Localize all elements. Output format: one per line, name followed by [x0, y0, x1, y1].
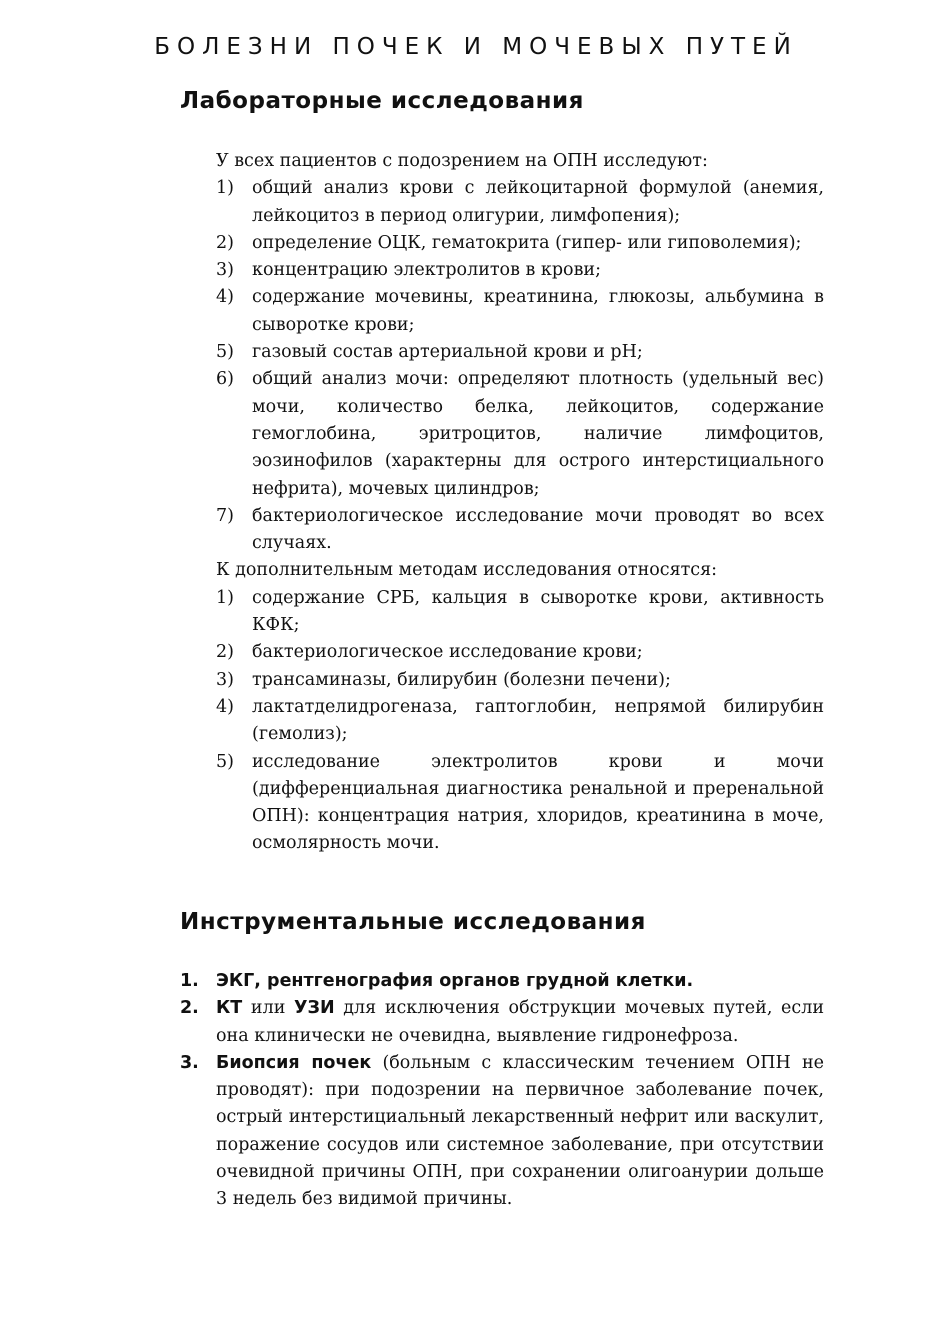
list-item	[216, 284, 824, 339]
list-item-text: газовый состав артериальной крови и pH;	[252, 342, 643, 363]
list-item-text: определение ОЦК, гематокрита (гипер- или гиповолемия);	[252, 232, 802, 253]
list-item-bold-text: ЭКГ, рентгенография органов грудной клетки.	[216, 971, 694, 991]
list-item	[216, 639, 824, 666]
list-item-number: 5)	[216, 751, 234, 772]
list-item	[216, 257, 824, 284]
list-item-text: для исключения обструкции мочевых путей, если она клинически не очевидна, выявление гидронефроза.	[216, 998, 824, 1046]
list-item-text: исследование электролитов крови и мочи (дифференциальная диагностика ренальной и преренальной ОПН): концентрация натрия, хлоридов, креатинина в моче, осмолярность мочи.	[252, 751, 824, 854]
additional-methods-list	[216, 585, 824, 858]
list-item-connector: или	[242, 998, 295, 1019]
list-item-number: 1.	[180, 971, 199, 991]
list-item-number: 1)	[216, 587, 234, 608]
list-item	[216, 230, 824, 257]
list-item-bold-text: КТ	[216, 998, 243, 1019]
list-item-number: 4)	[216, 287, 234, 308]
list-item	[180, 1050, 824, 1214]
laboratory-list	[216, 175, 824, 557]
list-item	[216, 667, 824, 694]
list-item-text: содержание СРБ, кальция в сыворотке крови, активность КФК;	[252, 587, 824, 636]
list-item-number: 2)	[216, 232, 234, 253]
list-item-bold-text: УЗИ	[294, 998, 335, 1019]
list-item-text: содержание мочевины, креатинина, глюкозы, альбумина в сыворотке крови;	[252, 287, 824, 335]
list-item-text: общий анализ мочи: определяют плотность (удельный вес) мочи, количество белка, лейкоцитов, содержание гемоглобина, эритроцитов, наличие лимфоцитов, эозинофилов (характерны для острого интерстициального нефрита), мочевых цилиндров;	[252, 369, 824, 499]
list-item-number: 3.	[180, 1052, 199, 1073]
list-item-number: 3)	[216, 669, 234, 690]
list-item-text: трансаминазы, билирубин (болезни печени);	[252, 669, 671, 690]
list-item-text: концентрацию электролитов в крови;	[252, 260, 601, 281]
list-item	[180, 995, 824, 1050]
additional-methods-intro: К дополнительным методам исследования относятся:	[216, 560, 718, 581]
section-heading-laboratory: Лабораторные исследования	[180, 88, 584, 114]
instrumental-list	[180, 968, 824, 1214]
laboratory-section	[216, 148, 824, 858]
list-item	[216, 366, 824, 502]
list-item-text: бактериологическое исследование мочи проводят во всех случаях.	[252, 505, 824, 554]
list-item-number: 4)	[216, 696, 234, 717]
list-item-number: 7)	[216, 505, 234, 526]
list-item	[216, 503, 824, 558]
instrumental-section	[180, 968, 824, 1214]
list-item	[180, 968, 824, 995]
list-item-text: бактериологическое исследование крови;	[252, 642, 643, 663]
list-item-number: 5)	[216, 342, 234, 363]
list-item-number: 2.	[180, 998, 199, 1019]
list-item-text: общий анализ крови с лейкоцитарной формулой (анемия, лейкоцитоз в период олигурии, лимфопения);	[252, 178, 824, 226]
list-item	[216, 749, 824, 858]
laboratory-intro: У всех пациентов с подозрением на ОПН исследуют:	[216, 151, 708, 171]
list-item-number: 1)	[216, 178, 234, 199]
list-item	[216, 694, 824, 749]
list-item-number: 2)	[216, 642, 234, 663]
list-item-text: лактатделидрогеназа, гаптоглобин, непрямой билирубин (гемолиз);	[252, 696, 824, 745]
list-item-number: 6)	[216, 369, 234, 390]
list-item	[216, 585, 824, 640]
running-head: БОЛЕЗНИ ПОЧЕК И МОЧЕВЫХ ПУТЕЙ	[154, 34, 798, 60]
list-item	[216, 339, 824, 366]
list-item-number: 3)	[216, 260, 234, 281]
list-item-text: (больным с классическим течением ОПН не проводят): при подозрении на первичное заболевание почек, острый интерстициальный лекарственный нефрит или васкулит, поражение сосудов или системное заболевание, при отсутствии очевидной причины ОПН, при сохранении олигоанурии дольше 3 недель без видимой причины.	[216, 1052, 824, 1210]
list-item-bold-text: Биопсия почек	[216, 1052, 372, 1073]
list-item	[216, 175, 824, 230]
section-heading-instrumental: Инструментальные исследования	[180, 909, 646, 935]
